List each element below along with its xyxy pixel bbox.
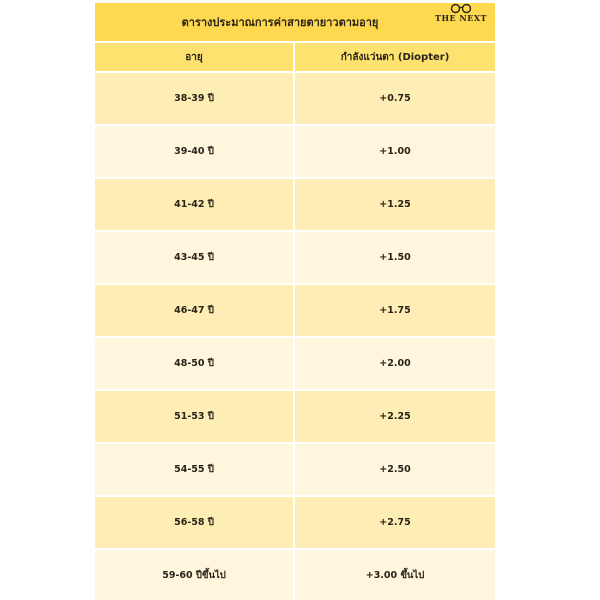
diopter-cell: +1.25 xyxy=(295,179,495,230)
age-cell: 56-58 ปี xyxy=(95,497,295,548)
logo-text: THE NEXT xyxy=(435,13,487,23)
diopter-cell: +3.00 ขึ้นไป xyxy=(295,550,495,600)
age-cell: 39-40 ปี xyxy=(95,126,295,177)
age-cell: 54-55 ปี xyxy=(95,444,295,495)
table-row xyxy=(95,285,495,338)
table-row xyxy=(95,497,495,550)
diopter-cell: +1.75 xyxy=(295,285,495,336)
table-row xyxy=(95,550,495,600)
table-row xyxy=(95,73,495,126)
age-cell: 51-53 ปี xyxy=(95,391,295,442)
header-age: อายุ xyxy=(95,43,295,71)
diopter-cell: +2.00 xyxy=(295,338,495,389)
the-next-logo xyxy=(429,3,493,39)
table-row xyxy=(95,126,495,179)
table-row xyxy=(95,391,495,444)
header-diopter: กำลังแว่นตา (Diopter) xyxy=(295,43,495,71)
table-row xyxy=(95,179,495,232)
age-cell: 41-42 ปี xyxy=(95,179,295,230)
table-row xyxy=(95,338,495,391)
table-row xyxy=(95,232,495,285)
diopter-cell: +1.00 xyxy=(295,126,495,177)
diopter-cell: +2.50 xyxy=(295,444,495,495)
table-title-bar xyxy=(95,3,495,43)
table-title: ตารางประมาณการค่าสายตายาวตามอายุ xyxy=(181,16,379,29)
diopter-cell: +0.75 xyxy=(295,73,495,124)
table-row xyxy=(95,444,495,497)
age-cell: 43-45 ปี xyxy=(95,232,295,283)
table-header-row xyxy=(95,43,495,73)
diopter-cell: +1.50 xyxy=(295,232,495,283)
diopter-cell: +2.75 xyxy=(295,497,495,548)
age-cell: 38-39 ปี xyxy=(95,73,295,124)
diopter-cell: +2.25 xyxy=(295,391,495,442)
presbyopia-table xyxy=(95,3,495,600)
age-cell: 48-50 ปี xyxy=(95,338,295,389)
age-cell: 46-47 ปี xyxy=(95,285,295,336)
age-cell: 59-60 ปีขึ้นไป xyxy=(95,550,295,600)
